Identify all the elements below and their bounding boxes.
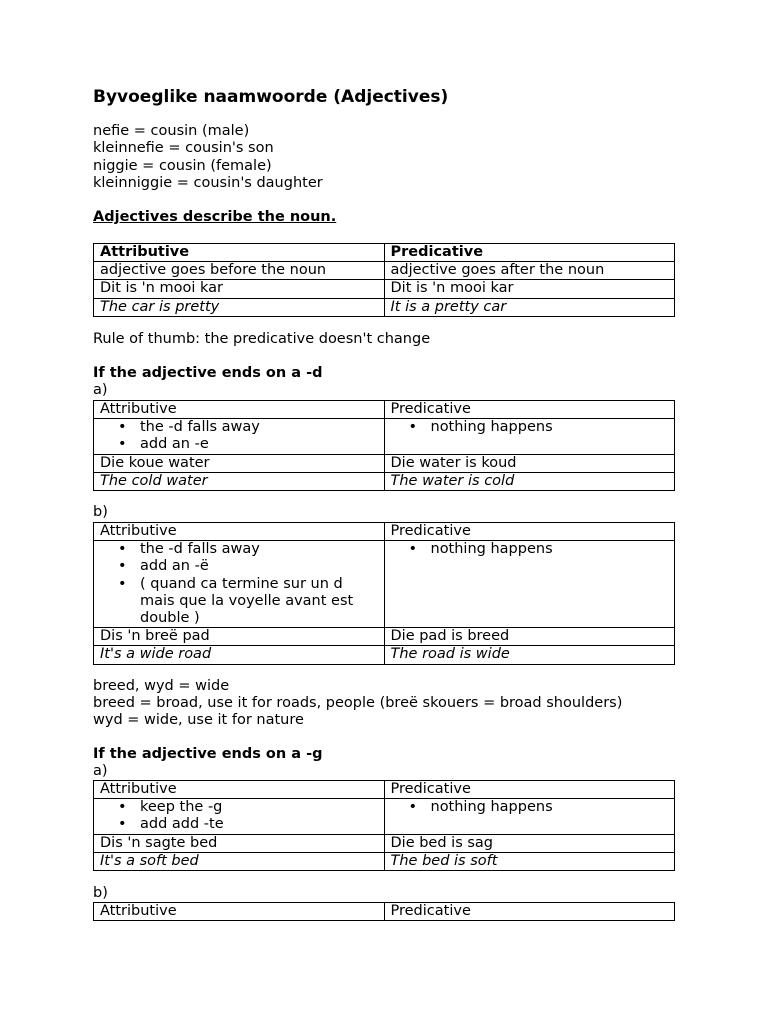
list-item: [391, 419, 669, 436]
table-row: [94, 419, 675, 454]
bullet-icon: •: [118, 419, 127, 436]
subsection-label-a: a): [93, 763, 108, 779]
bullet-icon: •: [118, 816, 127, 833]
bullet-list: [391, 541, 669, 558]
table-cell: The car is pretty: [94, 298, 385, 316]
list-item: [100, 799, 378, 816]
table-row: [94, 646, 675, 664]
bullet-icon: •: [118, 436, 127, 453]
table-cell: It's a wide road: [94, 646, 385, 664]
list-item: [100, 576, 378, 628]
list-item-text: ( quand ca termine sur un d mais que la voyelle avant est double ): [140, 575, 354, 627]
table-row: [94, 541, 675, 628]
list-item-text: nothing happens: [430, 799, 553, 816]
table-ends-d-a: [93, 400, 675, 491]
vocab-item: kleinnefie = cousin's son: [93, 140, 274, 157]
list-item-text: keep the -g: [140, 799, 223, 816]
table-ends-d-b: [93, 522, 675, 665]
table-header-row: [94, 401, 675, 419]
table-cell: Die bed is sag: [384, 834, 675, 852]
header-cell-attributive: Attributive: [94, 781, 385, 799]
header-cell-attributive: Attributive: [94, 244, 385, 262]
table-row: [94, 628, 675, 646]
list-item: [100, 558, 378, 575]
header-cell-predicative: Predicative: [384, 244, 675, 262]
table-cell: [384, 419, 675, 454]
table-row: [94, 280, 675, 298]
table-cell: The road is wide: [384, 646, 675, 664]
attributive-predicative-table: [93, 243, 675, 317]
table-cell: [384, 799, 675, 834]
header-cell-predicative: Predicative: [384, 781, 675, 799]
list-item: [391, 799, 669, 816]
table-cell: Dit is 'n mooi kar: [384, 280, 675, 298]
list-item: [100, 541, 378, 558]
header-cell-attributive: Attributive: [94, 523, 385, 541]
header-cell-predicative: Predicative: [384, 401, 675, 419]
page-title: Byvoeglike naamwoorde (Adjectives): [93, 87, 449, 107]
table-cell: Die water is koud: [384, 454, 675, 472]
vocab-item: niggie = cousin (female): [93, 157, 272, 174]
list-item-text: nothing happens: [430, 541, 553, 558]
list-item-text: nothing happens: [430, 419, 553, 436]
list-item-text: the -d falls away: [140, 541, 260, 558]
vocabulary-list: [93, 123, 323, 192]
bullet-icon: •: [408, 541, 418, 558]
table-row: [94, 834, 675, 852]
table-ends-g-a: [93, 780, 675, 871]
list-item: [100, 436, 378, 453]
table-cell: Die koue water: [94, 454, 385, 472]
list-item: [100, 816, 378, 833]
lead-statement: Adjectives describe the noun.: [93, 209, 337, 225]
subsection-label-b: b): [93, 504, 108, 520]
table-header-row: [94, 903, 675, 921]
list-item-text: add an -e: [140, 436, 209, 453]
vocab-item: kleinniggie = cousin's daughter: [93, 174, 323, 191]
list-item: [100, 419, 378, 436]
table-header-row: [94, 523, 675, 541]
list-item: [391, 541, 669, 558]
table-cell: It's a soft bed: [94, 852, 385, 870]
table-cell: [384, 541, 675, 628]
bullet-list: [100, 419, 378, 453]
header-cell-attributive: Attributive: [94, 401, 385, 419]
table-row: [94, 799, 675, 834]
table-row: [94, 852, 675, 870]
table-cell: Die pad is breed: [384, 628, 675, 646]
table-cell: It is a pretty car: [384, 298, 675, 316]
table-cell: Dit is 'n mooi kar: [94, 280, 385, 298]
section-heading-g: If the adjective ends on a -g: [93, 746, 323, 762]
list-item-text: add an -ë: [140, 558, 209, 575]
bullet-icon: •: [408, 419, 418, 436]
table-header-row: [94, 781, 675, 799]
table-row: [94, 262, 675, 280]
list-item-text: the -d falls away: [140, 419, 260, 436]
table-cell: [94, 799, 385, 834]
header-cell-predicative: Predicative: [384, 523, 675, 541]
bullet-icon: •: [118, 799, 127, 816]
header-cell-attributive: Attributive: [94, 903, 385, 921]
subsection-label-a: a): [93, 382, 108, 398]
note-line: wyd = wide, use it for nature: [93, 712, 304, 728]
table-cell: Dis 'n breë pad: [94, 628, 385, 646]
table-cell: adjective goes after the noun: [384, 262, 675, 280]
section-heading-d: If the adjective ends on a -d: [93, 365, 323, 381]
list-item-text: add add -te: [140, 816, 224, 833]
table-cell: The water is cold: [384, 472, 675, 490]
bullet-icon: •: [118, 575, 127, 592]
bullet-list: [391, 799, 669, 816]
vocab-item: nefie = cousin (male): [93, 123, 250, 139]
bullet-icon: •: [118, 541, 127, 558]
table-cell: The bed is soft: [384, 852, 675, 870]
table-header-row: [94, 244, 675, 262]
bullet-list: [391, 419, 669, 436]
table-row: [94, 472, 675, 490]
bullet-icon: •: [408, 799, 418, 816]
bullet-icon: •: [118, 558, 127, 575]
rule-of-thumb: Rule of thumb: the predicative doesn't change: [93, 331, 431, 347]
bullet-list: [100, 799, 378, 833]
bullet-list: [100, 541, 378, 627]
table-ends-g-b: [93, 902, 675, 921]
table-cell: The cold water: [94, 472, 385, 490]
table-cell: adjective goes before the noun: [94, 262, 385, 280]
table-row: [94, 454, 675, 472]
note-line: breed = broad, use it for roads, people (breë skouers = broad shoulders): [93, 695, 623, 711]
table-cell: [94, 419, 385, 454]
table-cell: [94, 541, 385, 628]
note-line: breed, wyd = wide: [93, 678, 230, 694]
table-row: [94, 298, 675, 316]
subsection-label-b: b): [93, 885, 108, 901]
header-cell-predicative: Predicative: [384, 903, 675, 921]
table-cell: Dis 'n sagte bed: [94, 834, 385, 852]
